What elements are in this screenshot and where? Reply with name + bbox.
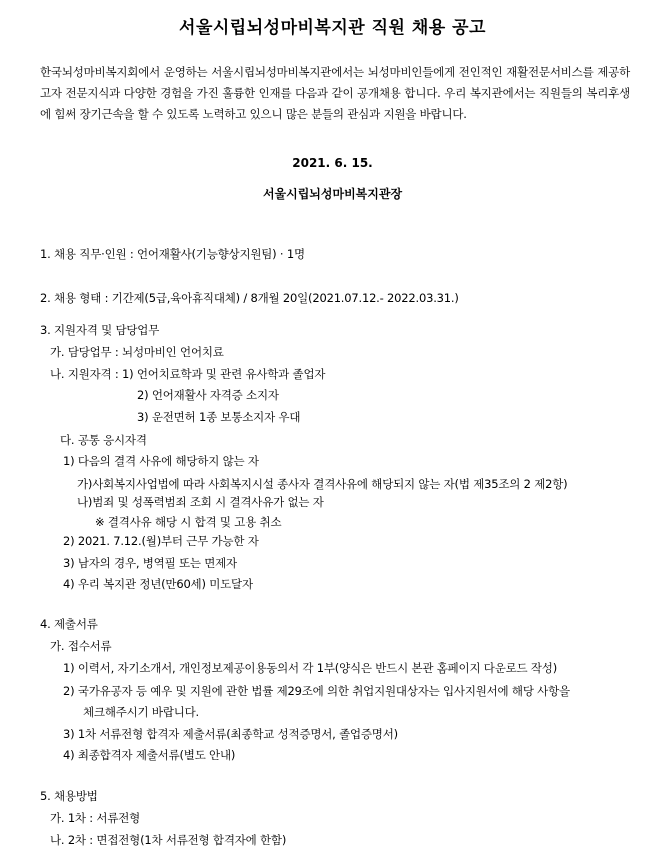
section-2-employment-type: 2. 채용 형태 : 기간제(5급,육아휴직대체) / 8개월 20일(2021.07.12.- 2022.03.31.) xyxy=(40,291,459,305)
document-item-2-cont: 체크해주시기 바랍니다. xyxy=(83,705,199,719)
selection-step-1: 가. 1차 : 서류전형 xyxy=(50,811,141,825)
disqualification-a: 가)사회복지사업법에 따라 사회복지시설 종사자 결격사유에 해당되지 않는 자(법 제35조의 2 제2항) xyxy=(77,477,568,491)
qualification-3: 3) 운전면허 1종 보통소지자 우대 xyxy=(137,410,301,424)
document-item-2: 2) 국가유공자 등 예우 및 지원에 관한 법률 제29조에 의한 취업지원대상자는 입사지원서에 해당 사항을 xyxy=(63,684,570,698)
common-qualifications-heading: 다. 공통 응시자격 xyxy=(60,433,147,447)
section-1-positions: 1. 채용 직무·인원 : 언어재활사(기능향상지원팀) · 1명 xyxy=(40,247,305,261)
common-qualification-4: 4) 우리 복지관 정년(만60세) 미도달자 xyxy=(63,577,253,591)
section-4-heading: 4. 제출서류 xyxy=(40,617,98,631)
common-qualification-3: 3) 남자의 경우, 병역필 또는 면제자 xyxy=(63,556,237,570)
qualification-2: 2) 언어재활사 자격증 소지자 xyxy=(137,388,279,402)
section-5-heading: 5. 채용방법 xyxy=(40,789,98,803)
document-item-3: 3) 1차 서류전형 합격자 제출서류(최종학교 성적증명서, 졸업증명서) xyxy=(63,727,398,741)
document-item-4: 4) 최종합격자 제출서류(별도 안내) xyxy=(63,748,236,762)
common-qualification-2: 2) 2021. 7.12.(월)부터 근무 가능한 자 xyxy=(63,534,259,548)
disqualification-note: ※ 결격사유 해당 시 합격 및 고용 취소 xyxy=(95,515,282,529)
intro-paragraph: 한국뇌성마비복지회에서 운영하는 서울시립뇌성마비복지관에서는 뇌성마비인들에게 전인적인 재활전문서비스를 제공하고자 전문지식과 다양한 경험을 가진 훌륭한 인재를 다음과 같이 공개채용 합니다. 우리 복지관에서는 직원들의 복리후생에 힘써 장기근속을 할 수 있도록 노력하고 있으니 많은 분들의 관심과 지원을 바랍니다. xyxy=(40,65,630,121)
document-item-1: 1) 이력서, 자기소개서, 개인정보제공이용동의서 각 1부(양식은 반드시 본관 홈페이지 다운로드 작성) xyxy=(63,661,558,675)
document-title: 서울시립뇌성마비복지관 직원 채용 공고 xyxy=(179,18,486,38)
section-3-heading: 3. 지원자격 및 담당업무 xyxy=(40,323,160,337)
documents-heading: 가. 접수서류 xyxy=(50,639,112,653)
qualification-1: 나. 지원자격 : 1) 언어치료학과 및 관련 유사학과 졸업자 xyxy=(50,367,326,381)
signer: 서울시립뇌성마비복지관장 xyxy=(262,187,403,201)
selection-step-2: 나. 2차 : 면접전형(1차 서류전형 합격자에 한함) xyxy=(50,833,287,847)
common-qualification-1: 1) 다음의 결격 사유에 해당하지 않는 자 xyxy=(63,454,259,468)
disqualification-b: 나)범죄 및 성폭력범죄 조회 시 결격사유가 없는 자 xyxy=(77,495,324,509)
announcement-date: 2021. 6. 15. xyxy=(292,156,373,170)
duties: 가. 담당업무 : 뇌성마비인 언어치료 xyxy=(50,345,224,359)
